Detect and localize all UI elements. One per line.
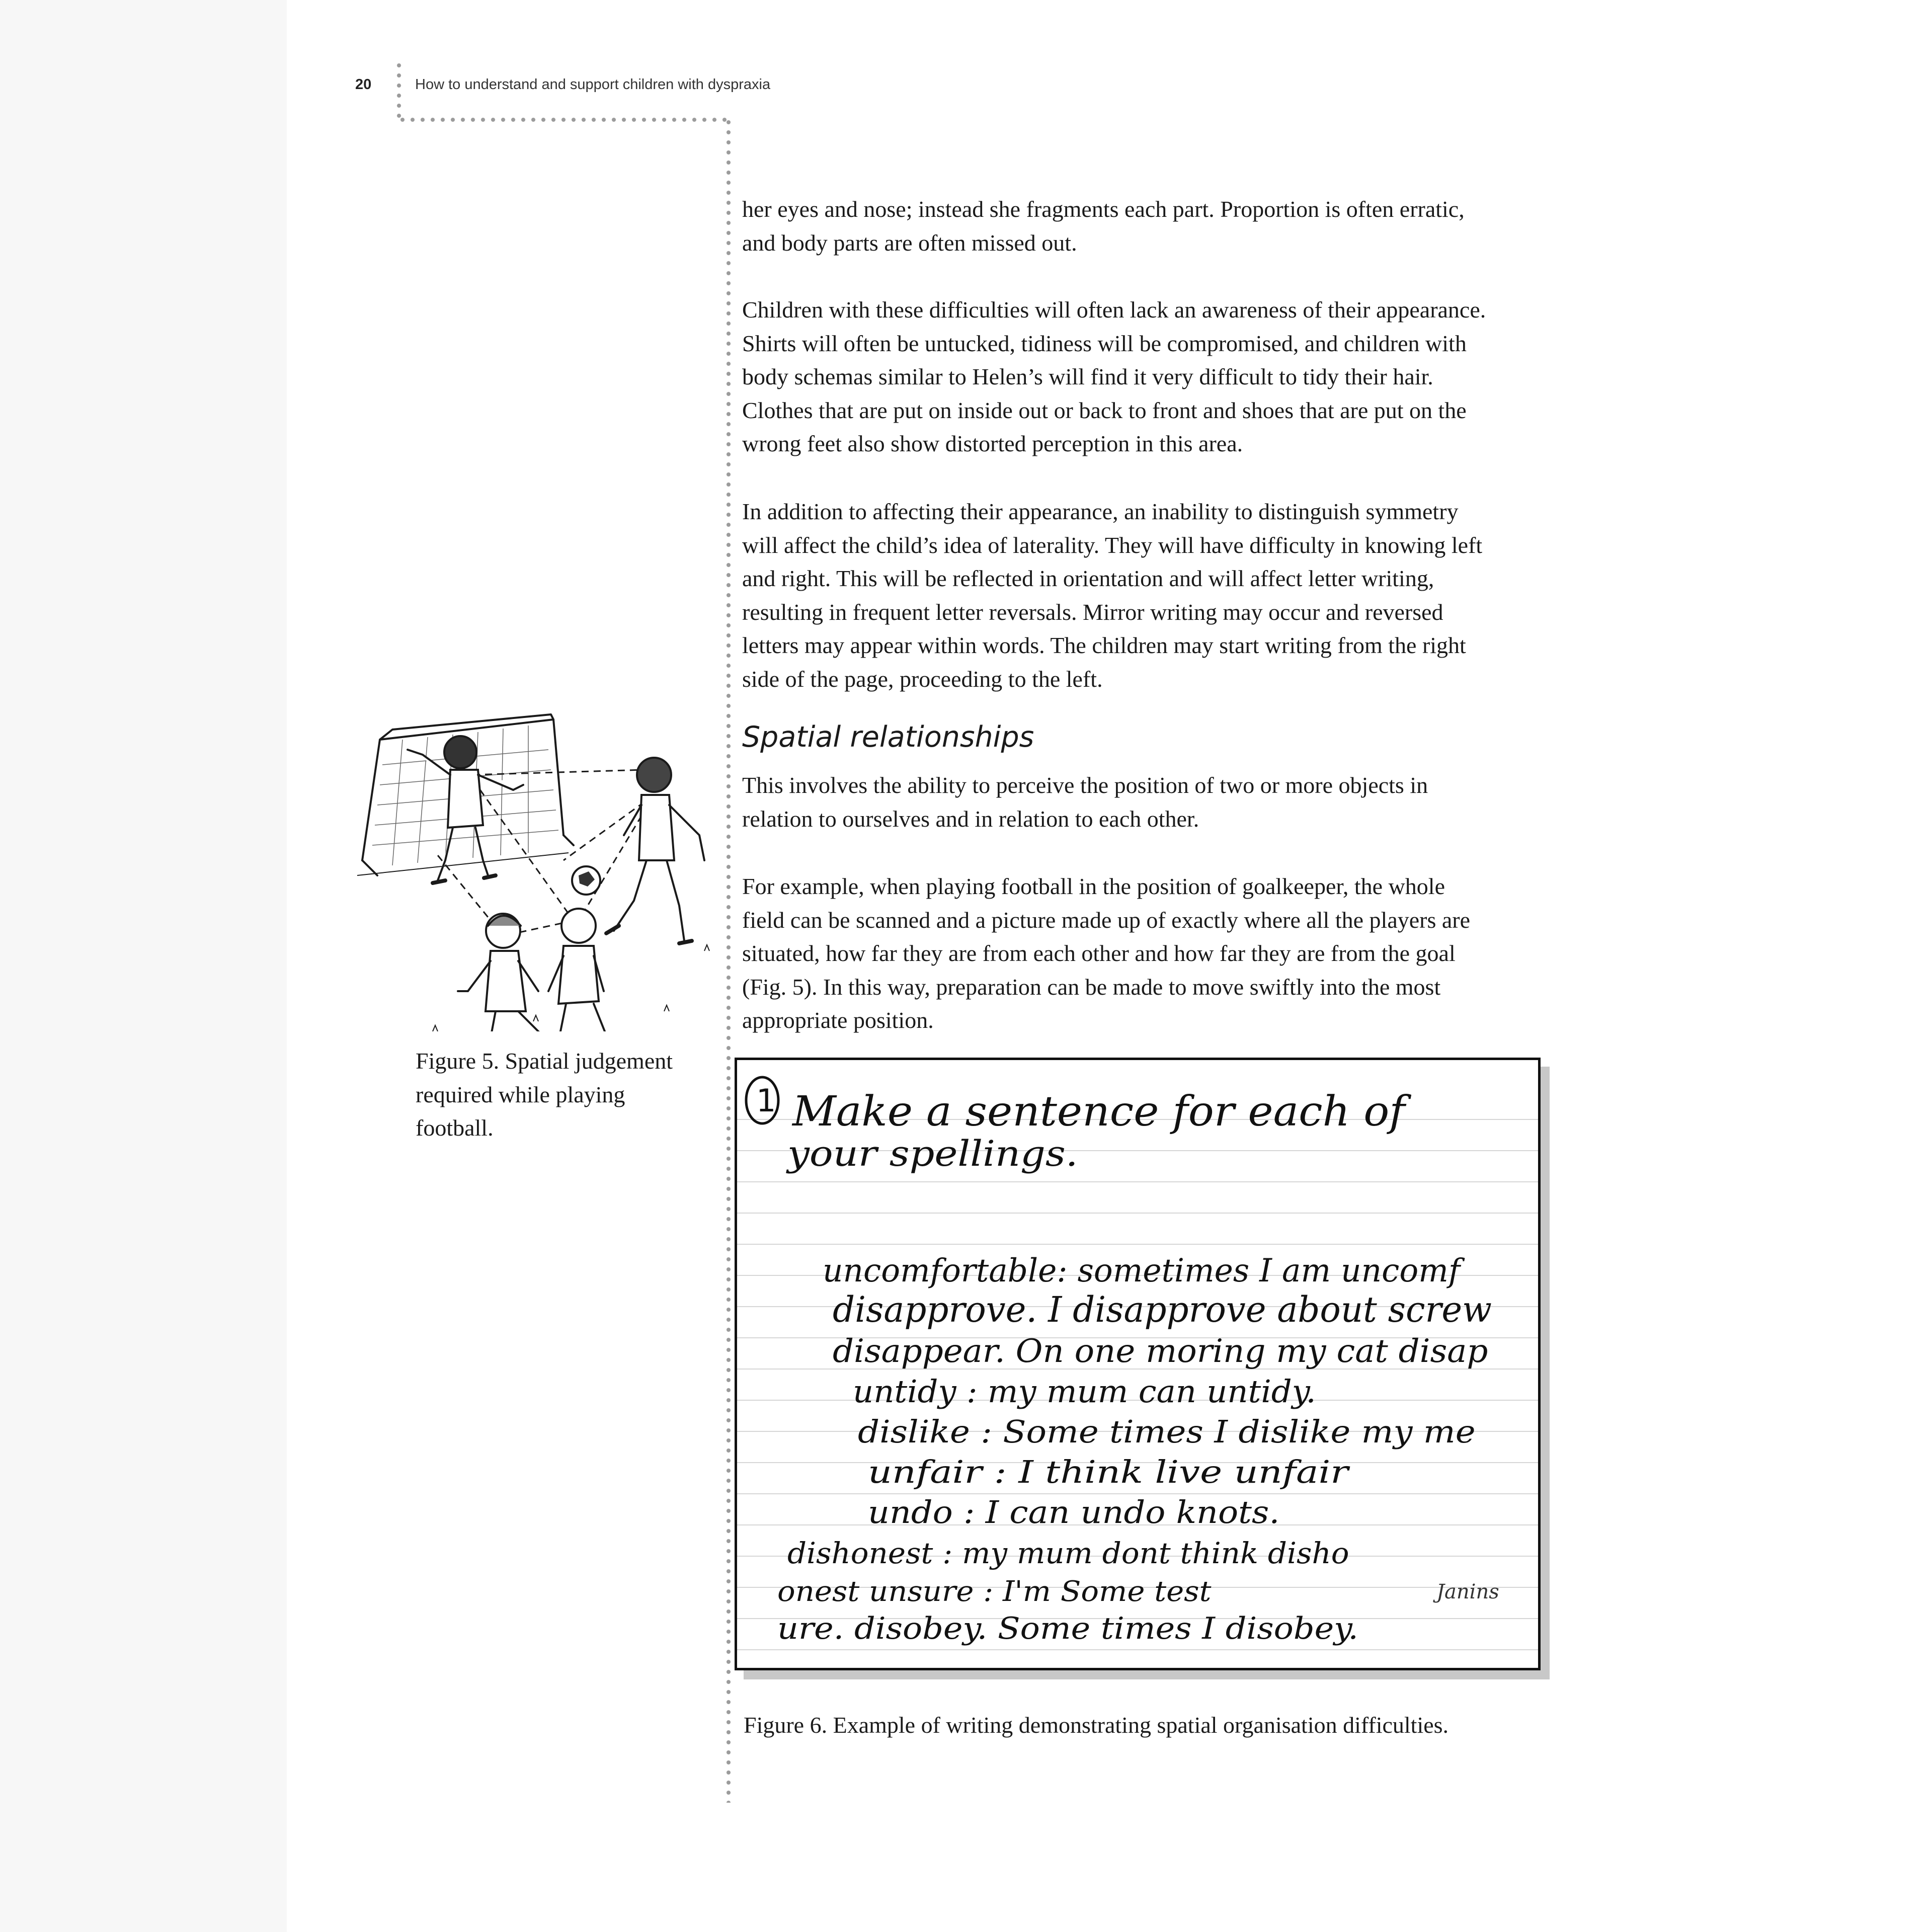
paragraph-3: In addition to affecting their appearance, an inability to distinguish symmetry will affect the child’s idea of laterality. They will have difficulty in knowing left and right. This will be reflected in orientation and will affect letter writing, resulting in frequent letter reversals. Mirror writing may occur and reversed letters may appear within words. The children may start writing from the right side of the page, proceeding to the left. bbox=[742, 499, 1483, 692]
goalkeeper-figure bbox=[408, 736, 523, 883]
handwriting-line: unfair : I think live unfair bbox=[868, 1454, 1350, 1490]
handwriting-line: disappear. On one moring my cat disap bbox=[833, 1333, 1488, 1370]
header-dotted-divider bbox=[396, 60, 401, 119]
handwriting-line: onest unsure : I'm Some test bbox=[777, 1575, 1212, 1608]
paragraph-5: For example, when playing football in the position of goalkeeper, the whole field can be scanned and a picture made up of exactly where all the players are situated, how far they are from each other and how far they are from the goal (Fig. 5). In this way, preparation can be made to move swiftly into the most appropriate position. bbox=[742, 873, 1471, 1033]
marginal-note: Janins bbox=[1436, 1580, 1499, 1603]
handwriting-sample bbox=[737, 1060, 1538, 1668]
handwriting-line: untidy : my mum can untidy. bbox=[853, 1373, 1316, 1410]
line-number-label: 1 bbox=[756, 1082, 776, 1119]
running-title: How to understand and support children with dyspraxia bbox=[415, 76, 771, 93]
handwriting-line: your spellings. bbox=[785, 1133, 1078, 1174]
handwriting-sample-frame bbox=[735, 1058, 1541, 1670]
header-dotted-rule bbox=[397, 117, 730, 122]
paragraph-4: This involves the ability to perceive the position of two or more objects in relation to ourselves and in relation to each other. bbox=[742, 772, 1428, 832]
handwriting-line: Make a sentence for each of bbox=[791, 1088, 1412, 1136]
handwriting-line: ure. disobey. Some times I disobey. bbox=[777, 1611, 1358, 1646]
handwriting-line: dishonest : my mum dont think disho bbox=[787, 1536, 1349, 1570]
figure-5-caption: Figure 5. Spatial judgement required while playing football. bbox=[416, 1048, 673, 1141]
handwriting-line: uncomfortable: sometimes I am uncomf bbox=[823, 1252, 1466, 1290]
paragraph-2: Children with these difficulties will often lack an awareness of their appearance. Shirts will often be untucked, tidiness will be compromised, and children with body schemas similar to Helen’s will find it very difficult to tidy their hair. Clothes that are put on inside out or back to front and shoes that are put on the wrong feet also show distorted perception in this area. bbox=[742, 297, 1486, 456]
paragraph-1: her eyes and nose; instead she fragments each part. Proportion is often erratic, and body parts are often missed out. bbox=[742, 196, 1465, 256]
football-illustration bbox=[352, 709, 719, 1031]
handwriting-line: dislike : Some times I dislike my me bbox=[858, 1413, 1476, 1450]
handwriting-lines bbox=[777, 1088, 1492, 1646]
figure-6-caption: Figure 6. Example of writing demonstrating spatial organisation difficulties. bbox=[744, 1712, 1449, 1738]
handwriting-line: undo : I can undo knots. bbox=[868, 1494, 1280, 1531]
section-heading: Spatial relationships bbox=[742, 720, 1034, 754]
player-figure-centre bbox=[543, 909, 639, 1031]
handwriting-line: disapprove. I disapprove about screw bbox=[833, 1289, 1492, 1330]
page-number: 20 bbox=[355, 76, 372, 93]
player-figure-left bbox=[458, 914, 558, 1031]
column-dotted-divider bbox=[726, 117, 731, 1803]
page-gutter bbox=[0, 0, 287, 1932]
